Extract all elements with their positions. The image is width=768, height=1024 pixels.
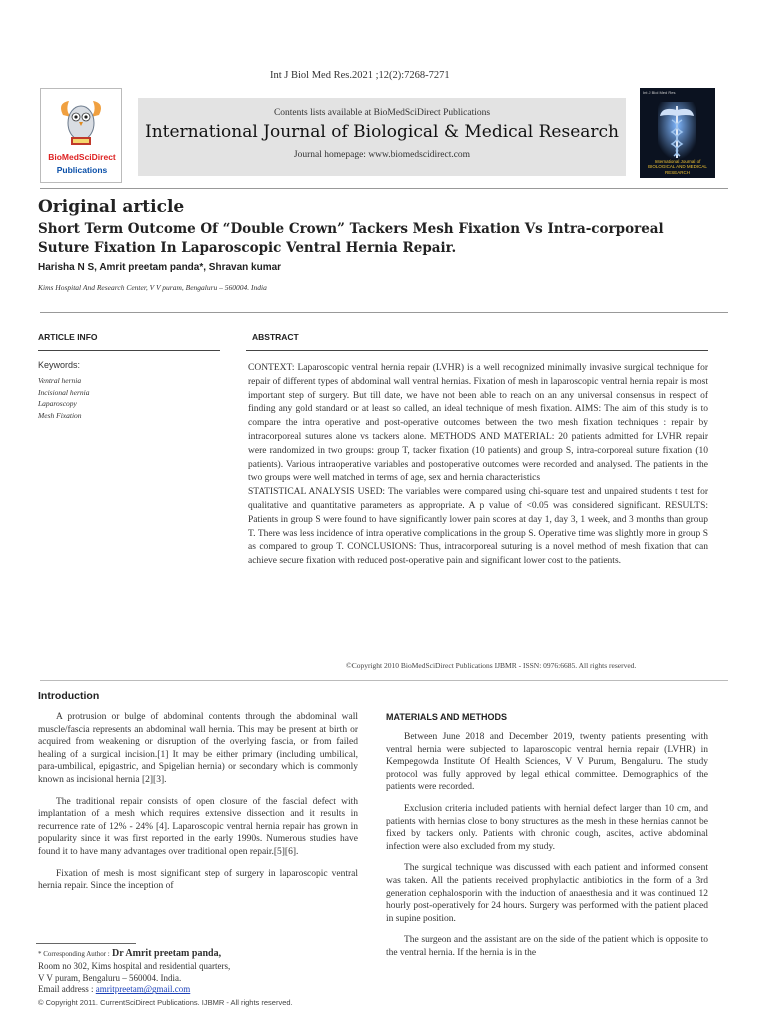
keyword-item: Mesh Fixation [38, 410, 82, 420]
introduction-column [38, 711, 358, 902]
article-type: Original article [38, 197, 185, 217]
logo-brand-subtext: Publications [56, 165, 108, 175]
abstract-divider [40, 680, 728, 681]
journal-citation: Int J Biol Med Res.2021 ;12(2):7268-7271 [270, 70, 450, 81]
body-paragraph: The surgical technique was discussed with each patient and informed consent was taken. All the patients received prophylactic antibiotics in the form of a 3rd generation cephalosporin with the induction of anaesthesia and it was continued 12 hourly post-operatively for 24 hours. Surgery was performed with the patient placed in supine position. [386, 863, 708, 924]
body-paragraph: Between June 2018 and December 2019, twenty patients presenting with ventral hernia were subjected to laparoscopic ventral hernia repair (LVHR) in Kempegowda Institute Of Health Sciences, V V Purum, Bengaluru. The study protocol was fully approved by legal ethical committee. Demographics of the patients were recorded. [386, 732, 708, 793]
footnote-address: V V puram, Bengaluru – 560004. India. [38, 972, 182, 983]
footer-copyright: © Copyright 2011. CurrentSciDirect Publications. IJBMR - All rights reserved. [38, 998, 293, 1007]
introduction-heading: Introduction [38, 690, 100, 702]
keyword-item: Laparoscopy [38, 399, 77, 408]
footnote-rule [36, 943, 136, 944]
footnote-address: Room no 302, Kims hospital and residential quarters, [38, 960, 231, 971]
methods-heading: MATERIALS AND METHODS [386, 712, 507, 722]
abstract-copyright: ©Copyright 2010 BioMedSciDirect Publications IJBMR - ISSN: 0976:6685. All rights reserved. [346, 661, 637, 670]
article-info-rule [38, 350, 220, 351]
publisher-logo [40, 88, 122, 183]
email-link[interactable]: amritpreetam@gmail.com [95, 984, 191, 995]
abstract-paragraph: CONTEXT: Laparoscopic ventral hernia repair (LVHR) is a well recognized minimally invasive surgical technique for repair of different types of abdominal wall ventral hernias. Fixation of mesh in laparoscopic ventral hernia repair is most important step of surgery. But till date, we have not been able to reach on an any universal consensus in respect of finding any gold standard or at least so called, an ideal technique of mesh fixation. AIMS: The aim of this study is to compare the intra operative and post-operative outcomes between the two mesh fixation techniques : repair by intracorporeal sutures alone vs tackers alone. METHODS AND MATERIAL: 20 patients admitted for LVHR repair were randomized in two groups: group T, tacker fixation (10 patients) and group S, intra-corporeal suture fixation (10 patients). Various intraoperative variables and postoperative outcomes were recorded and analysed. The patients in the two groups were well matched in terms of age, sex and hernia characteristics [248, 363, 708, 484]
keyword-item: Incisional hernia [38, 387, 90, 397]
abstract-body [248, 362, 708, 569]
article-authors: Harisha N S, Amrit preetam panda*, Shravan kumar [38, 262, 282, 273]
journal-cover-image [640, 88, 715, 178]
abstract-rule [246, 350, 708, 351]
corresponding-author-footnote [38, 948, 358, 996]
journal-homepage: Journal homepage: www.biomedscidirect.com [293, 150, 471, 160]
keyword-list [38, 375, 89, 421]
journal-banner [138, 98, 626, 176]
body-paragraph: Exclusion criteria included patients with hernial defect larger than 10 cm, and patients with hernias close to bony structures as the mesh in these hernias cannot be fixed by tackers only. Patients with chronic cough, ascites, active abdominal infection were also excluded from my study. [386, 803, 708, 852]
author-affiliation: Kims Hospital And Research Center, V V puram, Bengaluru – 560004. India [38, 283, 267, 292]
abstract-paragraph: STATISTICAL ANALYSIS USED: The variables were compared using chi-square test and unpaired students t test for qualitative and quantitative parameters as appropriate. A p value of <0.05 was considered significant. RESULTS: Patients in group S were found to have significantly lower pain scores at day 1, day 3, 1 week, and 3 months than group T. There was less incidence of intra operative complications in the group S. Operative time was slightly more in group S as compared to group T. CONCLUSIONS: Thus, intracorporeal suturing is a novel method of mesh fixation that can achieve secure fixation with reduced post-operative pain and significant lower cost to the patients. [248, 487, 708, 567]
contents-availability: Contents lists available at BioMedSciDirect Publications [273, 108, 491, 118]
abstract-heading: ABSTRACT [252, 332, 299, 342]
article-title: Short Term Outcome Of “Double Crown” Tackers Mesh Fixation Vs Intra-corporeal Suture Fixation In Laparoscopic Ventral Hernia Repair. [38, 221, 664, 256]
title-divider [40, 312, 728, 313]
body-paragraph: Fixation of mesh is most significant step of surgery in laparoscopic ventral hernia repair. Since the inception of [38, 868, 358, 892]
body-paragraph: A protrusion or bulge of abdominal contents through the abdominal wall muscle/fascia represents an abdominal wall hernia. This may be present at birth or acquired from weakening or disruption of the overlying fascia, or from failed healing of a surgical incision.[1] It may be either primary (including umbilical, para-umbilical, epigastric, and Spigelian hernia) or secondary which is commonly known as incisional hernia [2][3]. [38, 712, 358, 785]
cover-bottom-text: International Journal of BIOLOGICAL AND MEDICAL RESEARCH [648, 158, 707, 175]
methods-column [386, 731, 708, 969]
journal-masthead [40, 88, 728, 183]
caduceus-figure-icon [658, 102, 696, 160]
cover-top-text: Int J Biol Med Res [643, 90, 676, 95]
corresponding-author-name: Dr Amrit preetam panda, [112, 948, 222, 959]
body-paragraph: The surgeon and the assistant are on the side of the patient which is opposite to the ventral hernia. If the hernia is in the [386, 935, 708, 958]
journal-title: International Journal of Biological & Medical Research [144, 122, 620, 142]
body-paragraph: The traditional repair consists of open closure of the fascial defect with implantation of a mesh which requires extensive dissection and it results in recurrence rate of 12% - 24% [4]. Laparoscopic ventral hernia repair has grown in popularity since it was first reported in the early 1990s. Numerous studies have found it to have many advantages over traditional open repair.[5][6]. [38, 796, 358, 857]
article-info-heading: ARTICLE INFO [38, 332, 98, 342]
logo-brand-text: BioMedSciDirect [48, 152, 116, 162]
owl-emblem-icon [59, 95, 103, 149]
email-label: Email address : [38, 984, 94, 995]
keyword-item: Ventral hernia [38, 376, 82, 385]
keywords-label: Keywords: [38, 360, 81, 370]
footnote-label: * Corresponding Author : [38, 950, 110, 958]
header-divider [40, 188, 728, 189]
